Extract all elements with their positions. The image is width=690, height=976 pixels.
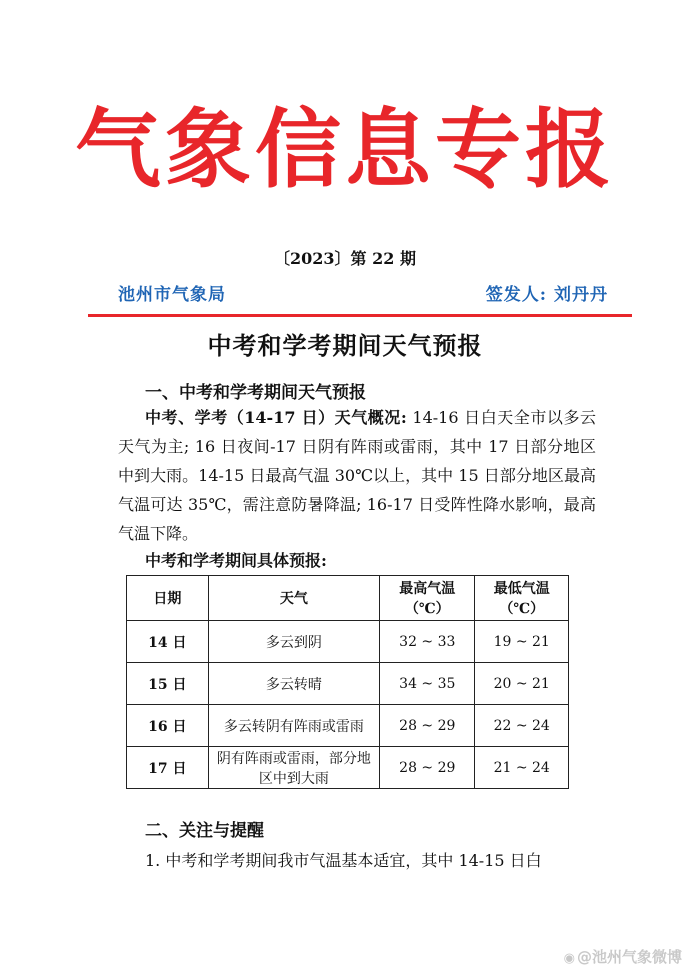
- header-divider: [88, 314, 632, 317]
- cell-max-temp: 32 ~ 33: [380, 621, 475, 663]
- cell-weather: 多云到阴: [208, 621, 379, 663]
- table-row: [127, 621, 569, 663]
- issue-number: 〔2023〕第 22 期: [274, 249, 416, 268]
- weibo-icon: ◉: [563, 951, 575, 966]
- cell-min-temp: 21 ~ 24: [475, 747, 569, 789]
- overview-text: 14-16 日白天全市以多云天气为主; 16 日夜间-17 日阴有阵雨或雷雨，其中 17 日部分地区中到大雨。14-15 日最高气温 30℃以上，其中 15 日部分地区最高气温可达 35℃，需注意防暑降温; 16-17 日受阵性降水影响，最高气温下降。: [118, 408, 596, 543]
- overview-paragraph: [118, 403, 596, 548]
- cell-min-temp: 19 ~ 21: [475, 621, 569, 663]
- reminder-item-1: 1. 中考和学考期间我市气温基本适宜，其中 14-15 日白: [145, 851, 542, 870]
- table-header-row: [127, 576, 569, 621]
- cell-min-temp: 22 ~ 24: [475, 705, 569, 747]
- watermark-text: @池州气象微博: [576, 948, 682, 966]
- issuer-name: 池州市气象局: [118, 285, 226, 305]
- document-title: 中考和学考期间天气预报: [207, 331, 483, 360]
- header-min-temp: 最低气温（℃）: [475, 576, 569, 621]
- cell-min-temp: 20 ~ 21: [475, 663, 569, 705]
- header-max-temp: 最高气温（℃）: [380, 576, 475, 621]
- table-row: [127, 663, 569, 705]
- header-weather: 天气: [208, 576, 379, 621]
- table-row: [127, 705, 569, 747]
- cell-max-temp: 28 ~ 29: [380, 705, 475, 747]
- cell-weather: 多云转阴有阵雨或雷雨: [208, 705, 379, 747]
- section-heading-forecast: 一、中考和学考期间天气预报: [145, 383, 366, 403]
- cell-date: 17 日: [127, 747, 209, 789]
- cell-weather: 阴有阵雨或雷雨，部分地区中到大雨: [208, 747, 379, 789]
- cell-weather: 多云转晴: [208, 663, 379, 705]
- table-row: [127, 747, 569, 789]
- forecast-table: [126, 575, 569, 789]
- cell-date: 14 日: [127, 621, 209, 663]
- watermark: [564, 946, 682, 967]
- cell-date: 16 日: [127, 705, 209, 747]
- cell-max-temp: 34 ~ 35: [380, 663, 475, 705]
- masthead-title: 气象信息专报: [75, 99, 615, 200]
- cell-date: 15 日: [127, 663, 209, 705]
- overview-lead: 中考、学考（14-17 日）天气概况:: [145, 408, 407, 427]
- table-caption: 中考和学考期间具体预报:: [145, 551, 327, 570]
- header-date: 日期: [127, 576, 209, 621]
- cell-max-temp: 28 ~ 29: [380, 747, 475, 789]
- section-heading-reminders: 二、关注与提醒: [145, 821, 264, 841]
- signer-name: 签发人: 刘丹丹: [485, 285, 608, 305]
